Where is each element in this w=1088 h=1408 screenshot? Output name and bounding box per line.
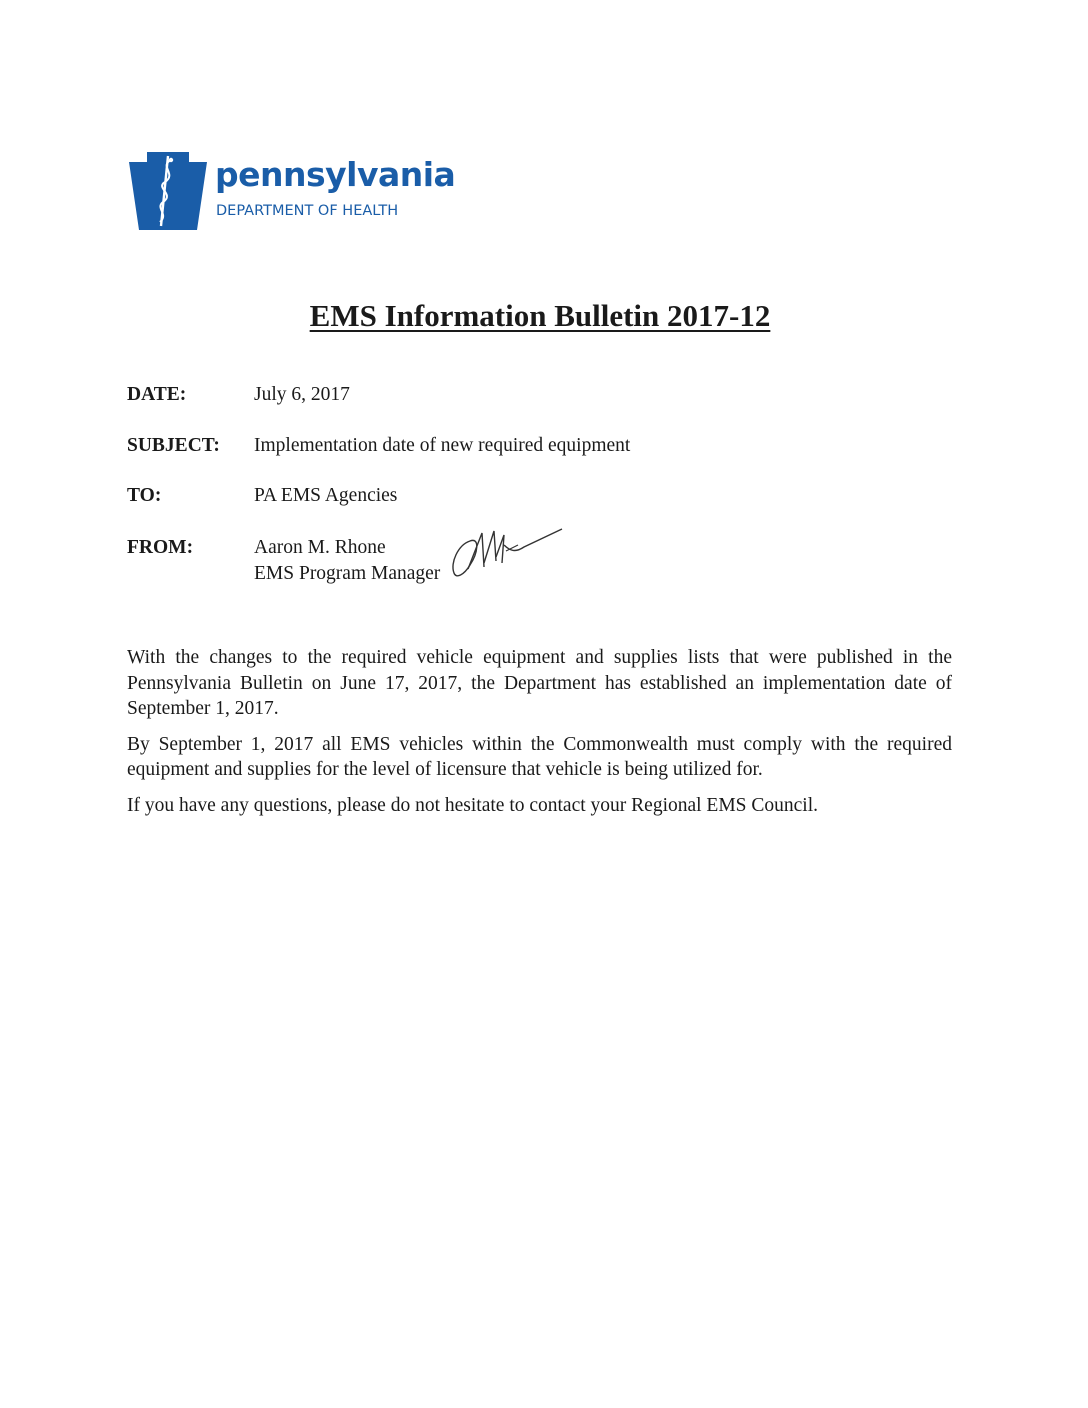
date-value: July 6, 2017 bbox=[254, 384, 350, 405]
from-value bbox=[254, 535, 440, 587]
bulletin-body bbox=[127, 645, 952, 828]
subject-value: Implementation date of new required equipment bbox=[254, 435, 631, 456]
keystone-caduceus-icon bbox=[127, 150, 209, 232]
signature-mark bbox=[448, 523, 568, 585]
subject-label: SUBJECT: bbox=[127, 435, 220, 456]
date-label: DATE: bbox=[127, 384, 187, 405]
from-name: Aaron M. Rhone bbox=[254, 537, 386, 558]
from-label: FROM: bbox=[127, 537, 194, 558]
body-paragraph: With the changes to the required vehicle equipment and supplies lists that were published in the Pennsylvania Bulletin on June 17, 2017, the Department has established an implementation date of September 1, 2017. bbox=[127, 647, 952, 719]
logo-department: DEPARTMENT OF HEALTH bbox=[216, 203, 399, 219]
pa-health-logo bbox=[127, 150, 457, 234]
to-label: TO: bbox=[127, 485, 162, 506]
page-title: EMS Information Bulletin 2017-12 bbox=[309, 298, 771, 333]
to-value: PA EMS Agencies bbox=[254, 485, 398, 506]
body-paragraph: If you have any questions, please do not hesitate to contact your Regional EMS Council. bbox=[127, 794, 819, 816]
logo-wordmark: pennsylvania bbox=[215, 155, 456, 194]
from-title: EMS Program Manager bbox=[254, 563, 441, 584]
body-paragraph: By September 1, 2017 all EMS vehicles within the Commonwealth must comply with the required equipment and supplies for the level of licensure that vehicle is being utilized for. bbox=[127, 733, 952, 780]
